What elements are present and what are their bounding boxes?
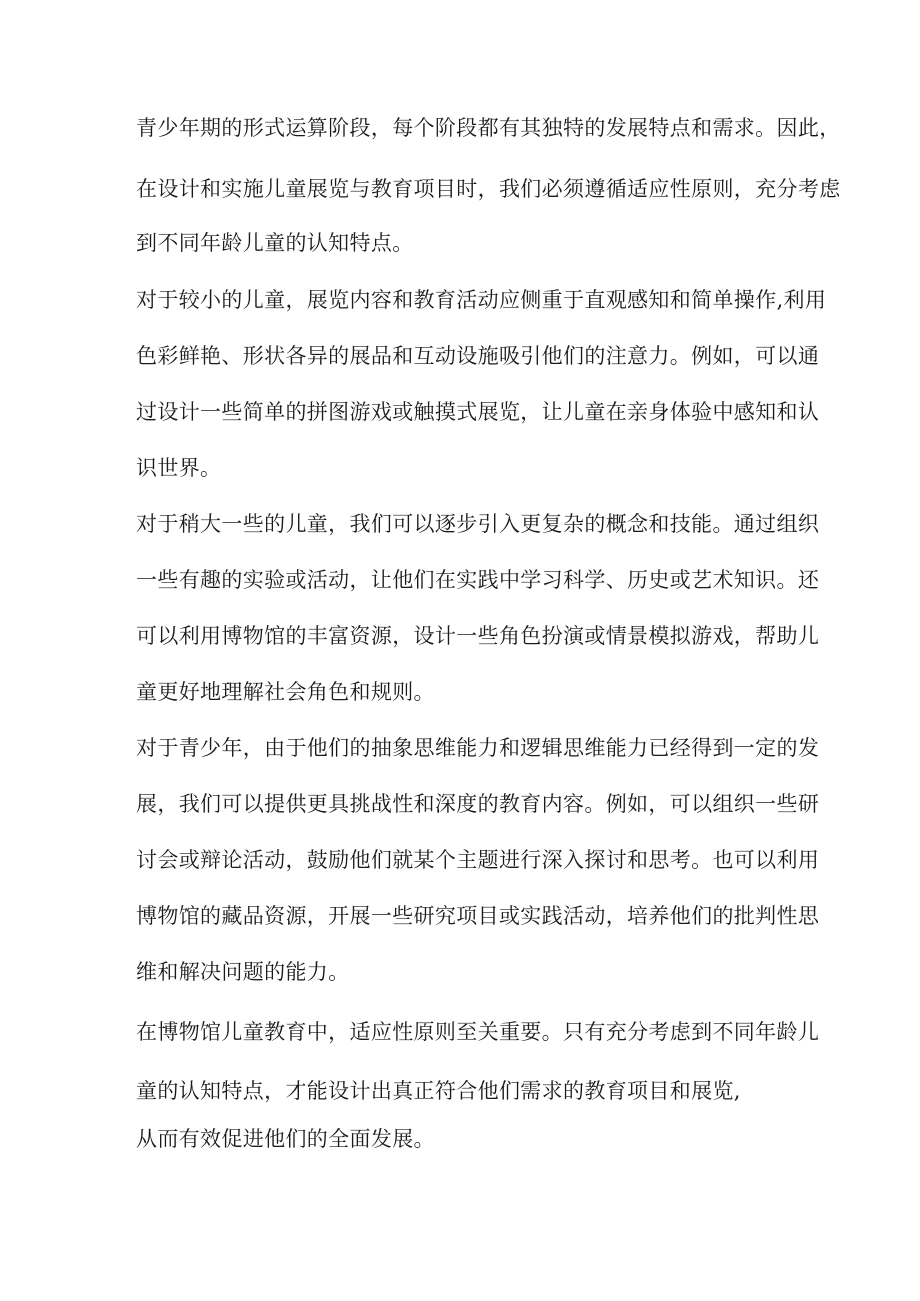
text-line: 展，我们可以提供更具挑战性和深度的教育内容。例如，可以组织一些研 <box>136 792 820 816</box>
text-line: 从而有效促进他们的全面发展。 <box>136 1127 435 1151</box>
text-line: 在设计和实施儿童展览与教育项目时，我们必须遵循适应性原则，充分考虑 <box>136 177 841 201</box>
text-line: 过设计一些简单的拼图游戏或触摸式展览，让儿童在亲身体验中感知和认 <box>136 400 820 424</box>
text-line: 童更好地理解社会角色和规则。 <box>136 680 435 704</box>
text-line: 在博物馆儿童教育中，适应性原则至关重要。只有充分考虑到不同年龄儿 <box>136 1020 820 1044</box>
text-line: 维和解决问题的能力。 <box>136 960 350 984</box>
text-line: 可以利用博物馆的丰富资源，设计一些角色扮演或情景模拟游戏，帮助儿 <box>136 624 820 648</box>
text-line: 到不同年龄儿童的认知特点。 <box>136 231 414 255</box>
text-line: 色彩鲜艳、形状各异的展品和互动设施吸引他们的注意力。例如，可以通 <box>136 344 820 368</box>
text-line: 识世界。 <box>136 456 222 480</box>
text-line: 对于青少年，由于他们的抽象思维能力和逻辑思维能力已经得到一定的发 <box>136 736 820 760</box>
text-line: 博物馆的藏品资源，开展一些研究项目或实践活动，培养他们的批判性思 <box>136 904 820 928</box>
text-line: 对于稍大一些的儿童，我们可以逐步引入更复杂的概念和技能。通过组织 <box>136 512 820 536</box>
text-line: 青少年期的形式运算阶段，每个阶段都有其独特的发展特点和需求。因此， <box>136 116 841 140</box>
text-line: 讨会或辩论活动，鼓励他们就某个主题进行深入探讨和思考。也可以利用 <box>136 848 820 872</box>
text-line: 一些有趣的实验或活动，让他们在实践中学习科学、历史或艺术知识。还 <box>136 568 820 592</box>
text-line: 对于较小的儿童，展览内容和教育活动应侧重于直观感知和简单操作,利用 <box>136 288 827 312</box>
text-line: 童的认知特点，才能设计出真正符合他们需求的教育项目和展览, <box>136 1079 741 1103</box>
